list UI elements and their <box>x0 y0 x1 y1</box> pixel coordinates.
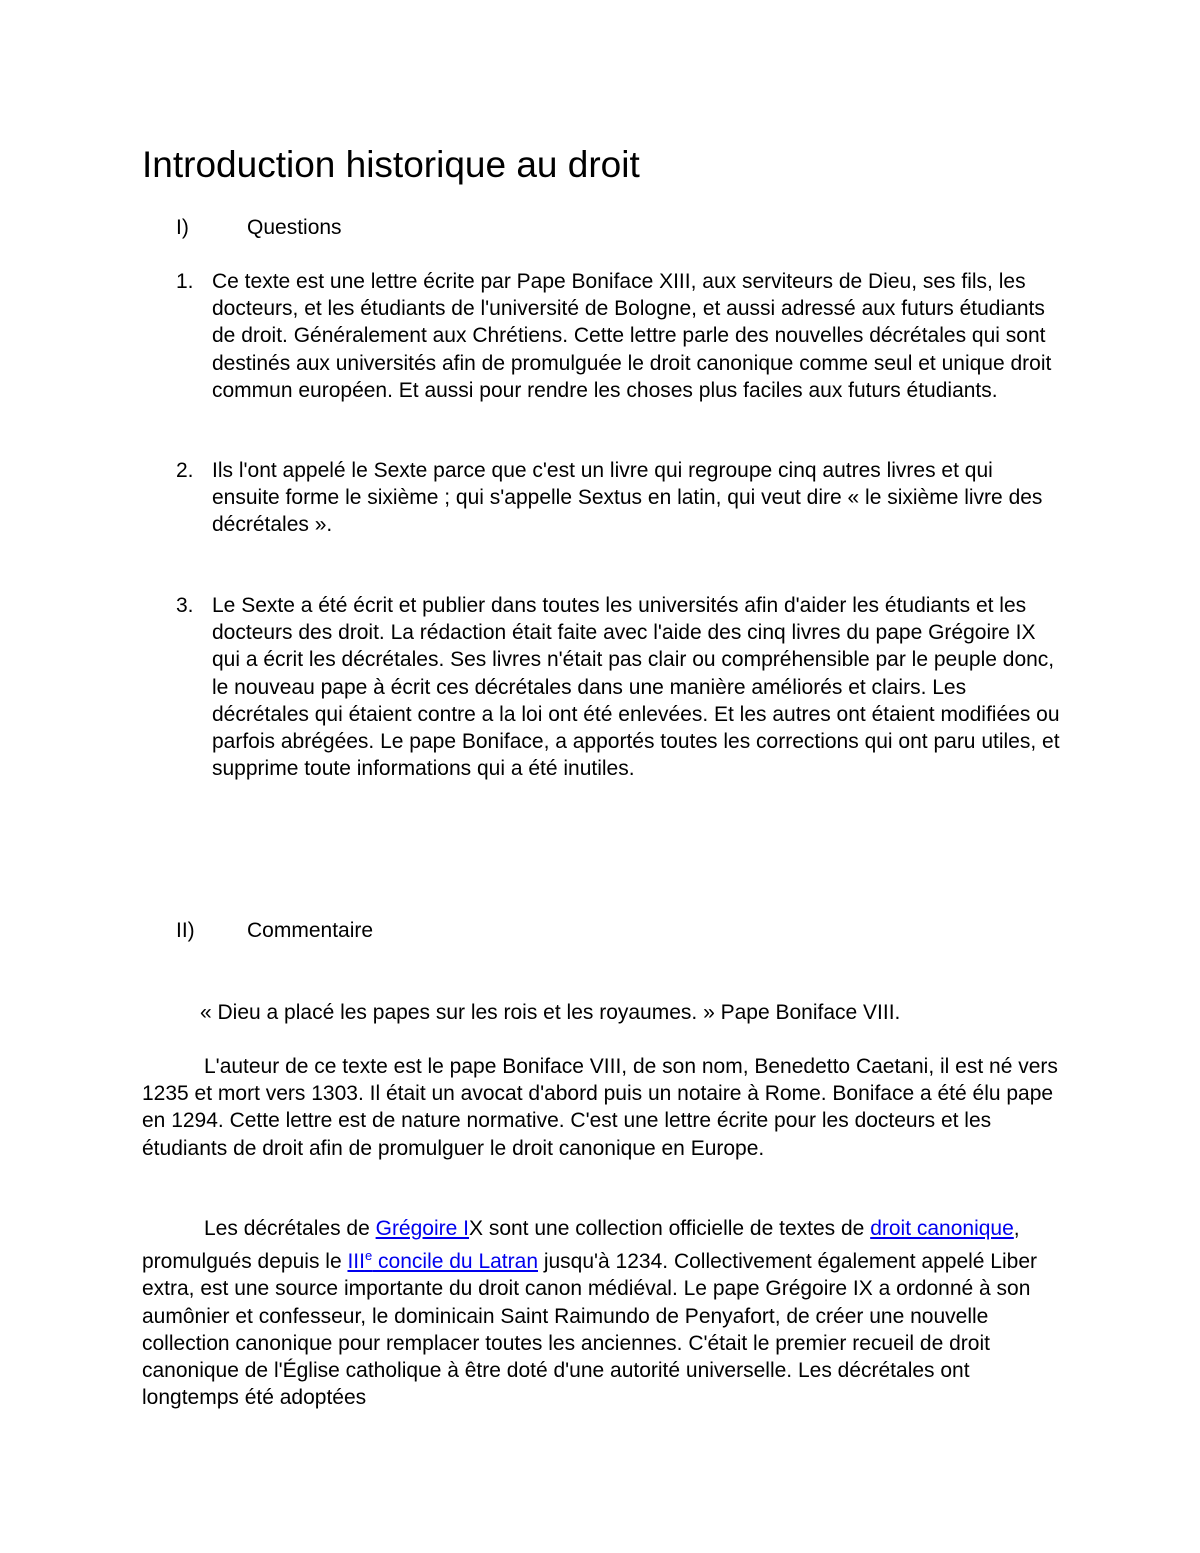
paragraph-text: , promulgués depuis le <box>142 1217 1020 1274</box>
paragraph-text: Les décrétales de <box>204 1217 376 1240</box>
list-item-text: Ils l'ont appelé le Sexte parce que c'est un livre qui regroupe cinq autres livres et qui ensuite forme le sixième ; qui s'appelle Sextus en latin, qui veut dire « le sixième livre des décrétales ». <box>212 459 1043 537</box>
link-concile-latran[interactable] <box>347 1250 538 1273</box>
section-number: I) <box>176 216 189 239</box>
section-heading-commentaire <box>176 917 373 944</box>
link-superscript: e <box>364 1248 373 1264</box>
section-label: Questions <box>247 216 342 239</box>
quote: « Dieu a placé les papes sur les rois et les royaumes. » Pape Boniface VIII. <box>200 1001 901 1024</box>
section-label: Commentaire <box>247 919 374 942</box>
list-item-2 <box>176 457 1066 539</box>
list-item-3 <box>176 592 1066 782</box>
list-item-number: 2. <box>176 459 194 482</box>
link-gregoire[interactable]: Grégoire I <box>375 1217 469 1240</box>
link-text: concile du Latran <box>372 1250 538 1274</box>
paragraph-decretales <box>142 1215 1062 1411</box>
link-droit-canonique[interactable]: droit canonique <box>870 1217 1014 1240</box>
section-heading-questions <box>176 214 342 241</box>
paragraph-text: jusqu'à 1234. Collectivement également appelé Liber extra, est une source importante du droit canon médiéval. Le pape Grégoire IX a ordonné à son aumônier et confesseur, le dominicain Saint Raimundo de Penyafort, de créer une nouvelle collection canonique pour remplacer toutes les anciennes. C'était le premier recueil de droit canonique de l'Église catholique à être doté d'une autorité universelle. Les décrétales ont longtemps été adoptées <box>142 1250 1037 1410</box>
paragraph-author: L'auteur de ce texte est le pape Boniface VIII, de son nom, Benedetto Caetani, il est né vers 1235 et mort vers 1303. Il était un avocat d'abord puis un notaire à Rome. Boniface a été élu pape en 1294. Cette lettre est de nature normative. C'est une lettre écrite pour les docteurs et les étudiants de droit afin de promulguer le droit canonique en Europe. <box>142 1055 1058 1160</box>
list-item-number: 3. <box>176 594 194 617</box>
page-title: Introduction historique au droit <box>142 144 640 185</box>
paragraph-text: X sont une collection officielle de textes de <box>468 1217 871 1240</box>
section-number: II) <box>176 919 195 942</box>
link-text: III <box>347 1250 365 1274</box>
list-item-text: Ce texte est une lettre écrite par Pape Boniface XIII, aux serviteurs de Dieu, ses fils, les docteurs, et les étudiants de l'université de Bologne, et aussi adressé aux futurs étudiants de droit. Généralement aux Chrétiens. Cette lettre parle des nouvelles décrétales qui sont destinés aux universités afin de promulguée le droit canonique comme seul et unique droit commun européen. Et aussi pour rendre les choses plus faciles aux futurs étudiants. <box>212 270 1052 402</box>
list-item-1 <box>176 268 1066 404</box>
list-item-text: Le Sexte a été écrit et publier dans toutes les universités afin d'aider les étudiants et les docteurs des droit. La rédaction était faite avec l'aide des cinq livres du pape Grégoire IX qui a écrit les décrétales. Ses livres n'était pas clair ou compréhensible par le peuple donc, le nouveau pape à écrit ces décrétales dans une manière améliorés et clairs. Les décrétales qui étaient contre a la loi ont été enlevées. Et les autres ont étaient modifiées ou parfois abrégées. Le pape Boniface, a apportés toutes les corrections qui ont paru utiles, et supprime toute informations qui a été inutiles. <box>212 594 1060 781</box>
list-item-number: 1. <box>176 270 194 293</box>
